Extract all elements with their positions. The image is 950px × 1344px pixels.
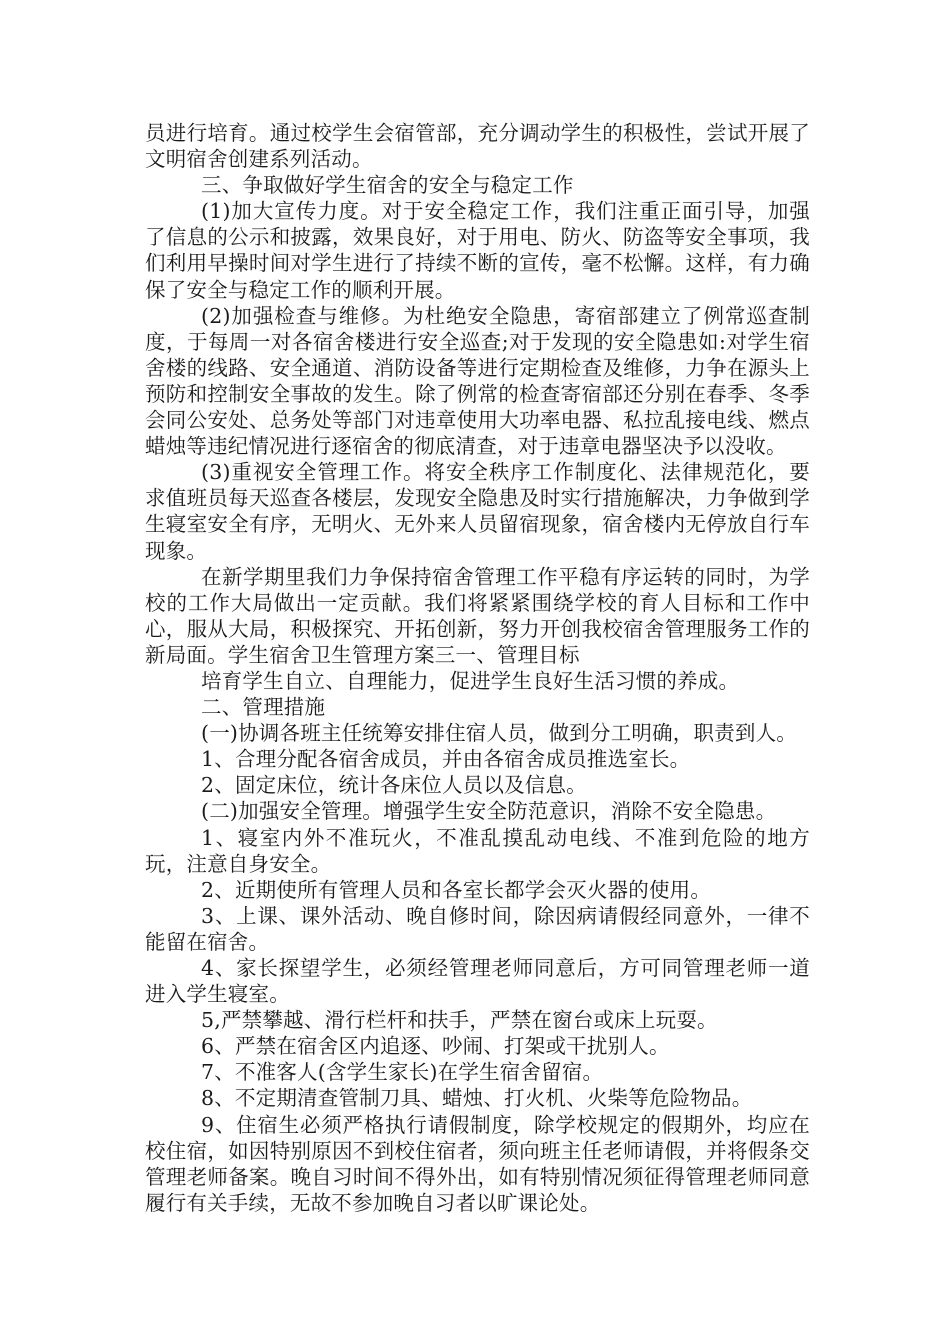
paragraph-continuation: 员进行培育。通过校学生会宿管部，充分调动学生的积极性，尝试开展了文明宿舍创建系列活动。 (145, 121, 810, 172)
list-item: 4、家长探望学生，必须经管理老师同意后，方可同管理老师一道进入学生寝室。 (145, 956, 810, 1007)
section-heading-measures: 二、管理措施 (201, 695, 326, 720)
list-item: 6、严禁在宿舍区内追逐、吵闹、打架或干扰别人。 (201, 1034, 670, 1059)
list-item: 2、近期使所有管理人员和各室长都学会灭火器的使用。 (201, 877, 712, 902)
paragraph-goal: 培育学生自立、自理能力，促进学生良好生活习惯的养成。 (201, 668, 740, 693)
list-item: 7、不准客人(含学生家长)在学生宿舍留宿。 (201, 1060, 604, 1085)
paragraph-safety-management: (3)重视安全管理工作。将安全秩序工作制度化、法律规范化，要求值班员每天巡查各楼层，发现安全隐患及时实行措施解决，力争做到学生寝室安全有序，无明火、无外来人员留宿现象，宿舍楼内无停放自行车现象。 (145, 460, 810, 563)
list-item: 2、固定床位，统计各床位人员以及信息。 (201, 773, 587, 798)
paragraph-new-semester: 在新学期里我们力争保持宿舍管理工作平稳有序运转的同时，为学校的工作大局做出一定贡献。我们将紧紧围绕学校的育人目标和工作中心，服从大局，积极探究、开拓创新，努力开创我校宿舍管理服务工作的新局面。学生宿舍卫生管理方案三一、管理目标 (145, 564, 810, 667)
list-item: 1、寝室内外不准玩火，不准乱摸乱动电线、不准到危险的地方玩，注意自身安全。 (145, 825, 810, 876)
list-item: 3、上课、课外活动、晚自修时间，除因病请假经同意外，一律不能留在宿舍。 (145, 903, 810, 954)
section-heading-3: 三、争取做好学生宿舍的安全与稳定工作 (201, 173, 574, 198)
list-item: 5,严禁攀越、滑行栏杆和扶手，严禁在窗台或床上玩耍。 (201, 1008, 718, 1033)
paragraph-inspection: (2)加强检查与维修。为杜绝安全隐患，寄宿部建立了例常巡查制度，于每周一对各宿舍楼进行安全巡查;对于发现的安全隐患如:对学生宿舍楼的线路、安全通道、消防设备等进行定期检查及维修，力争在源头上预防和控制安全事故的发生。除了例常的检查寄宿部还分别在春季、冬季会同公安处、总务处等部门对违章使用大功率电器、私拉乱接电线、燃点蜡烛等违纪情况进行逐宿舍的彻底清查，对于违章电器坚决予以没收。 (145, 303, 810, 459)
paragraph-safety: (二)加强安全管理。增强学生安全防范意识，消除不安全隐患。 (201, 799, 777, 824)
paragraph-publicity: (1)加大宣传力度。对于安全稳定工作，我们注重正面引导，加强了信息的公示和披露，效果良好，对于用电、防火、防盗等安全事项，我们利用早操时间对学生进行了持续不断的宣传，毫不松懈。这样，有力确保了安全与稳定工作的顺利开展。 (145, 199, 810, 302)
paragraph-coordinate: (一)协调各班主任统筹安排住宿人员，做到分工明确，职责到人。 (201, 721, 797, 746)
list-item: 8、不定期清查管制刀具、蜡烛、打火机、火柴等危险物品。 (201, 1086, 753, 1111)
list-item: 1、合理分配各宿舍成员，并由各宿舍成员推选室长。 (201, 747, 691, 772)
document-body (145, 120, 810, 1216)
list-item: 9、住宿生必须严格执行请假制度，除学校规定的假期外，均应在校住宿，如因特别原因不到校住宿者，须向班主任老师请假，并将假条交管理老师备案。晚自习时间不得外出，如有特别情况须征得管理老师同意履行有关手续，无故不参加晚自习者以旷课论处。 (145, 1112, 810, 1215)
